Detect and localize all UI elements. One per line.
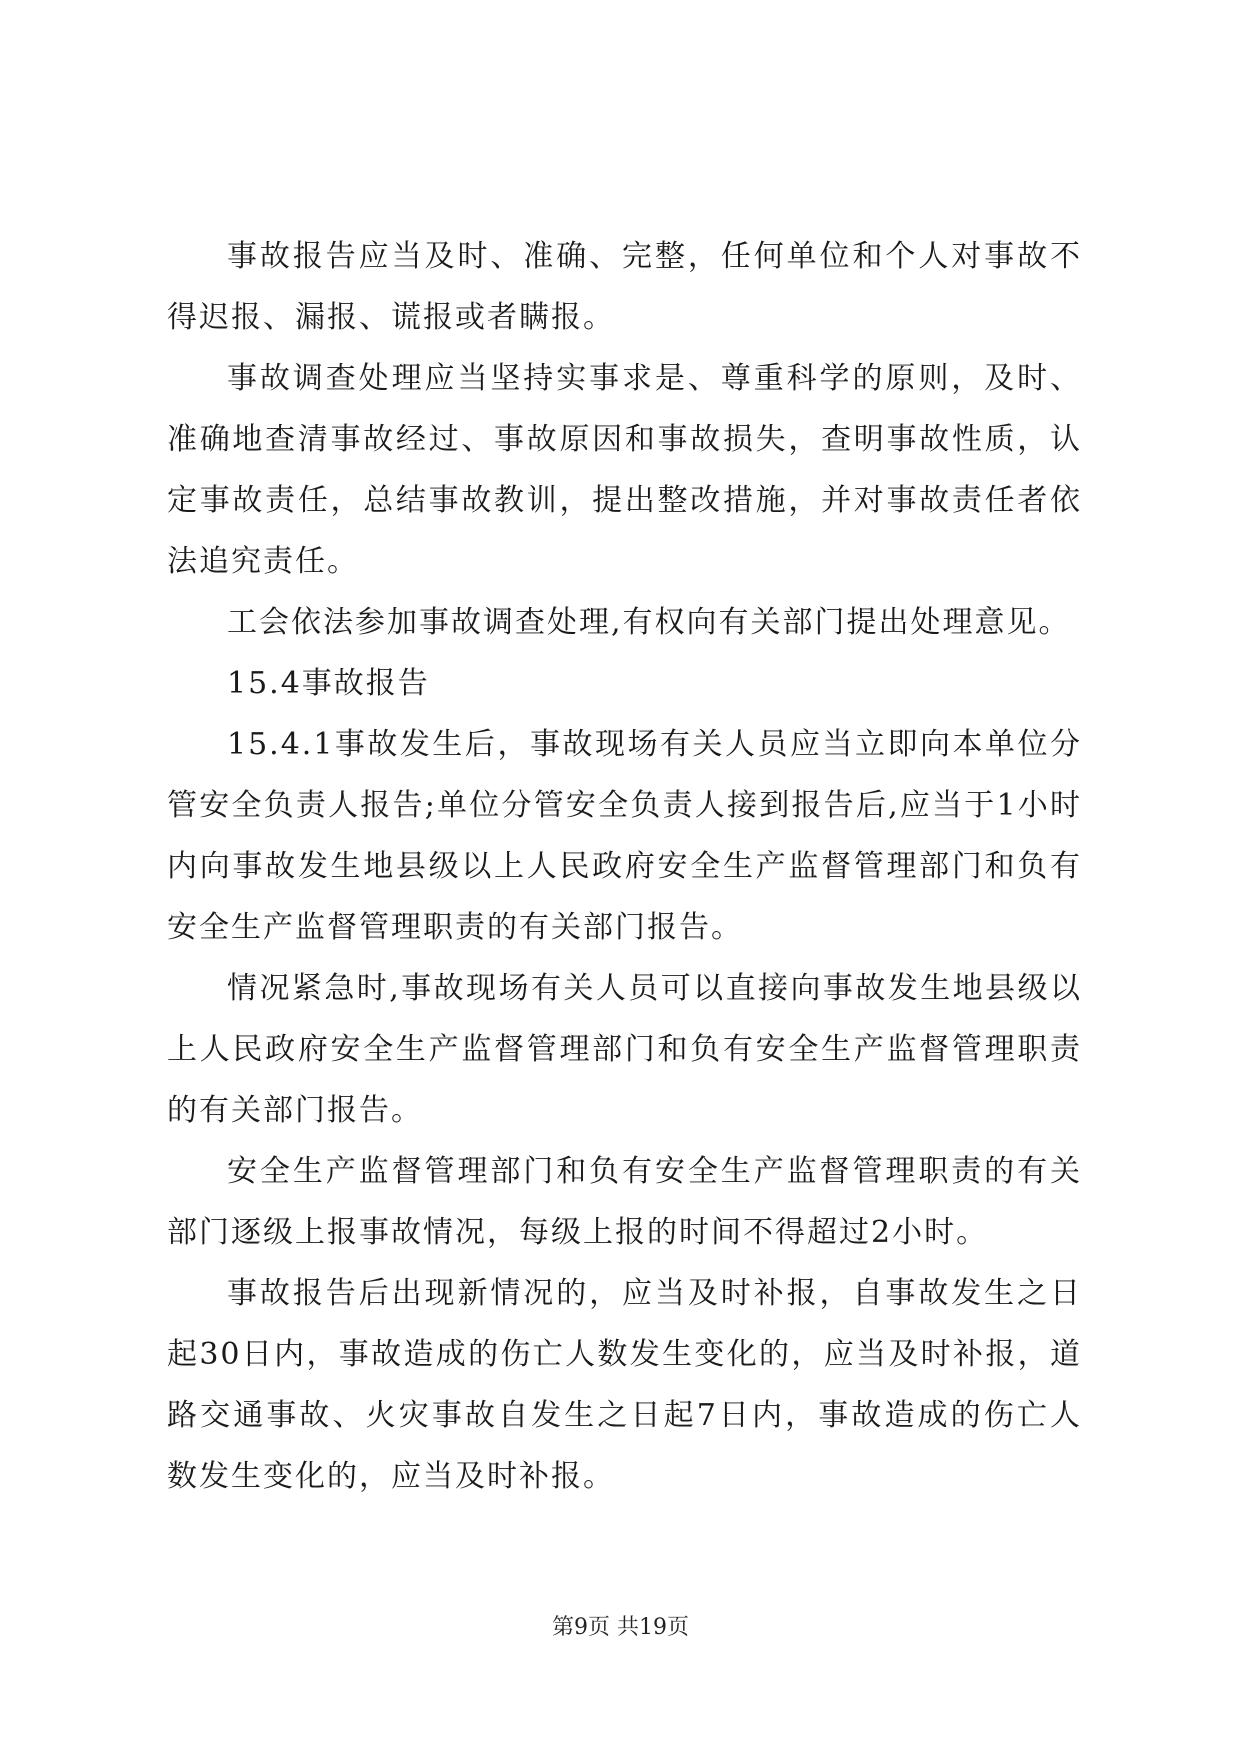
paragraph-escalation: 安全生产监督管理部门和负有安全生产监督管理职责的有关部门逐级上报事故情况，每级上报的时间不得超过2小时。 [167, 1154, 1082, 1250]
document-body [167, 226, 1082, 1507]
paragraph-report-requirements: 事故报告应当及时、准确、完整，任何单位和个人对事故不得迟报、漏报、谎报或者瞒报。 [167, 239, 1082, 335]
paragraph-investigation-principles: 事故调查处理应当坚持实事求是、尊重科学的原则，及时、准确地查清事故经过、事故原因和事故损失，查明事故性质，认定事故责任，总结事故教训，提出整改措施，并对事故责任者依法追究责任。 [167, 361, 1082, 579]
section-heading-15-4: 15.4事故报告 [227, 666, 430, 701]
paragraph-supplementary-report: 事故报告后出现新情况的，应当及时补报，自事故发生之日起30日内，事故造成的伤亡人数发生变化的，应当及时补报，道路交通事故、火灾事故自发生之日起7日内，事故造成的伤亡人数发生变化的，应当及时补报。 [167, 1276, 1082, 1494]
page-footer [0, 1613, 1241, 1643]
paragraph-union-participation: 工会依法参加事故调查处理,有权向有关部门提出处理意见。 [227, 605, 1071, 640]
page-number: 第9页 共19页 [552, 1615, 689, 1640]
paragraph-emergency-reporting: 情况紧急时,事故现场有关人员可以直接向事故发生地县级以上人民政府安全生产监督管理部门和负有安全生产监督管理职责的有关部门报告。 [167, 971, 1082, 1128]
paragraph-15-4-1: 15.4.1事故发生后，事故现场有关人员应当立即向本单位分管安全负责人报告;单位分管安全负责人接到报告后,应当于1小时内向事故发生地县级以上人民政府安全生产监督管理部门和负有安全生产监督管理职责的有关部门报告。 [167, 727, 1082, 945]
